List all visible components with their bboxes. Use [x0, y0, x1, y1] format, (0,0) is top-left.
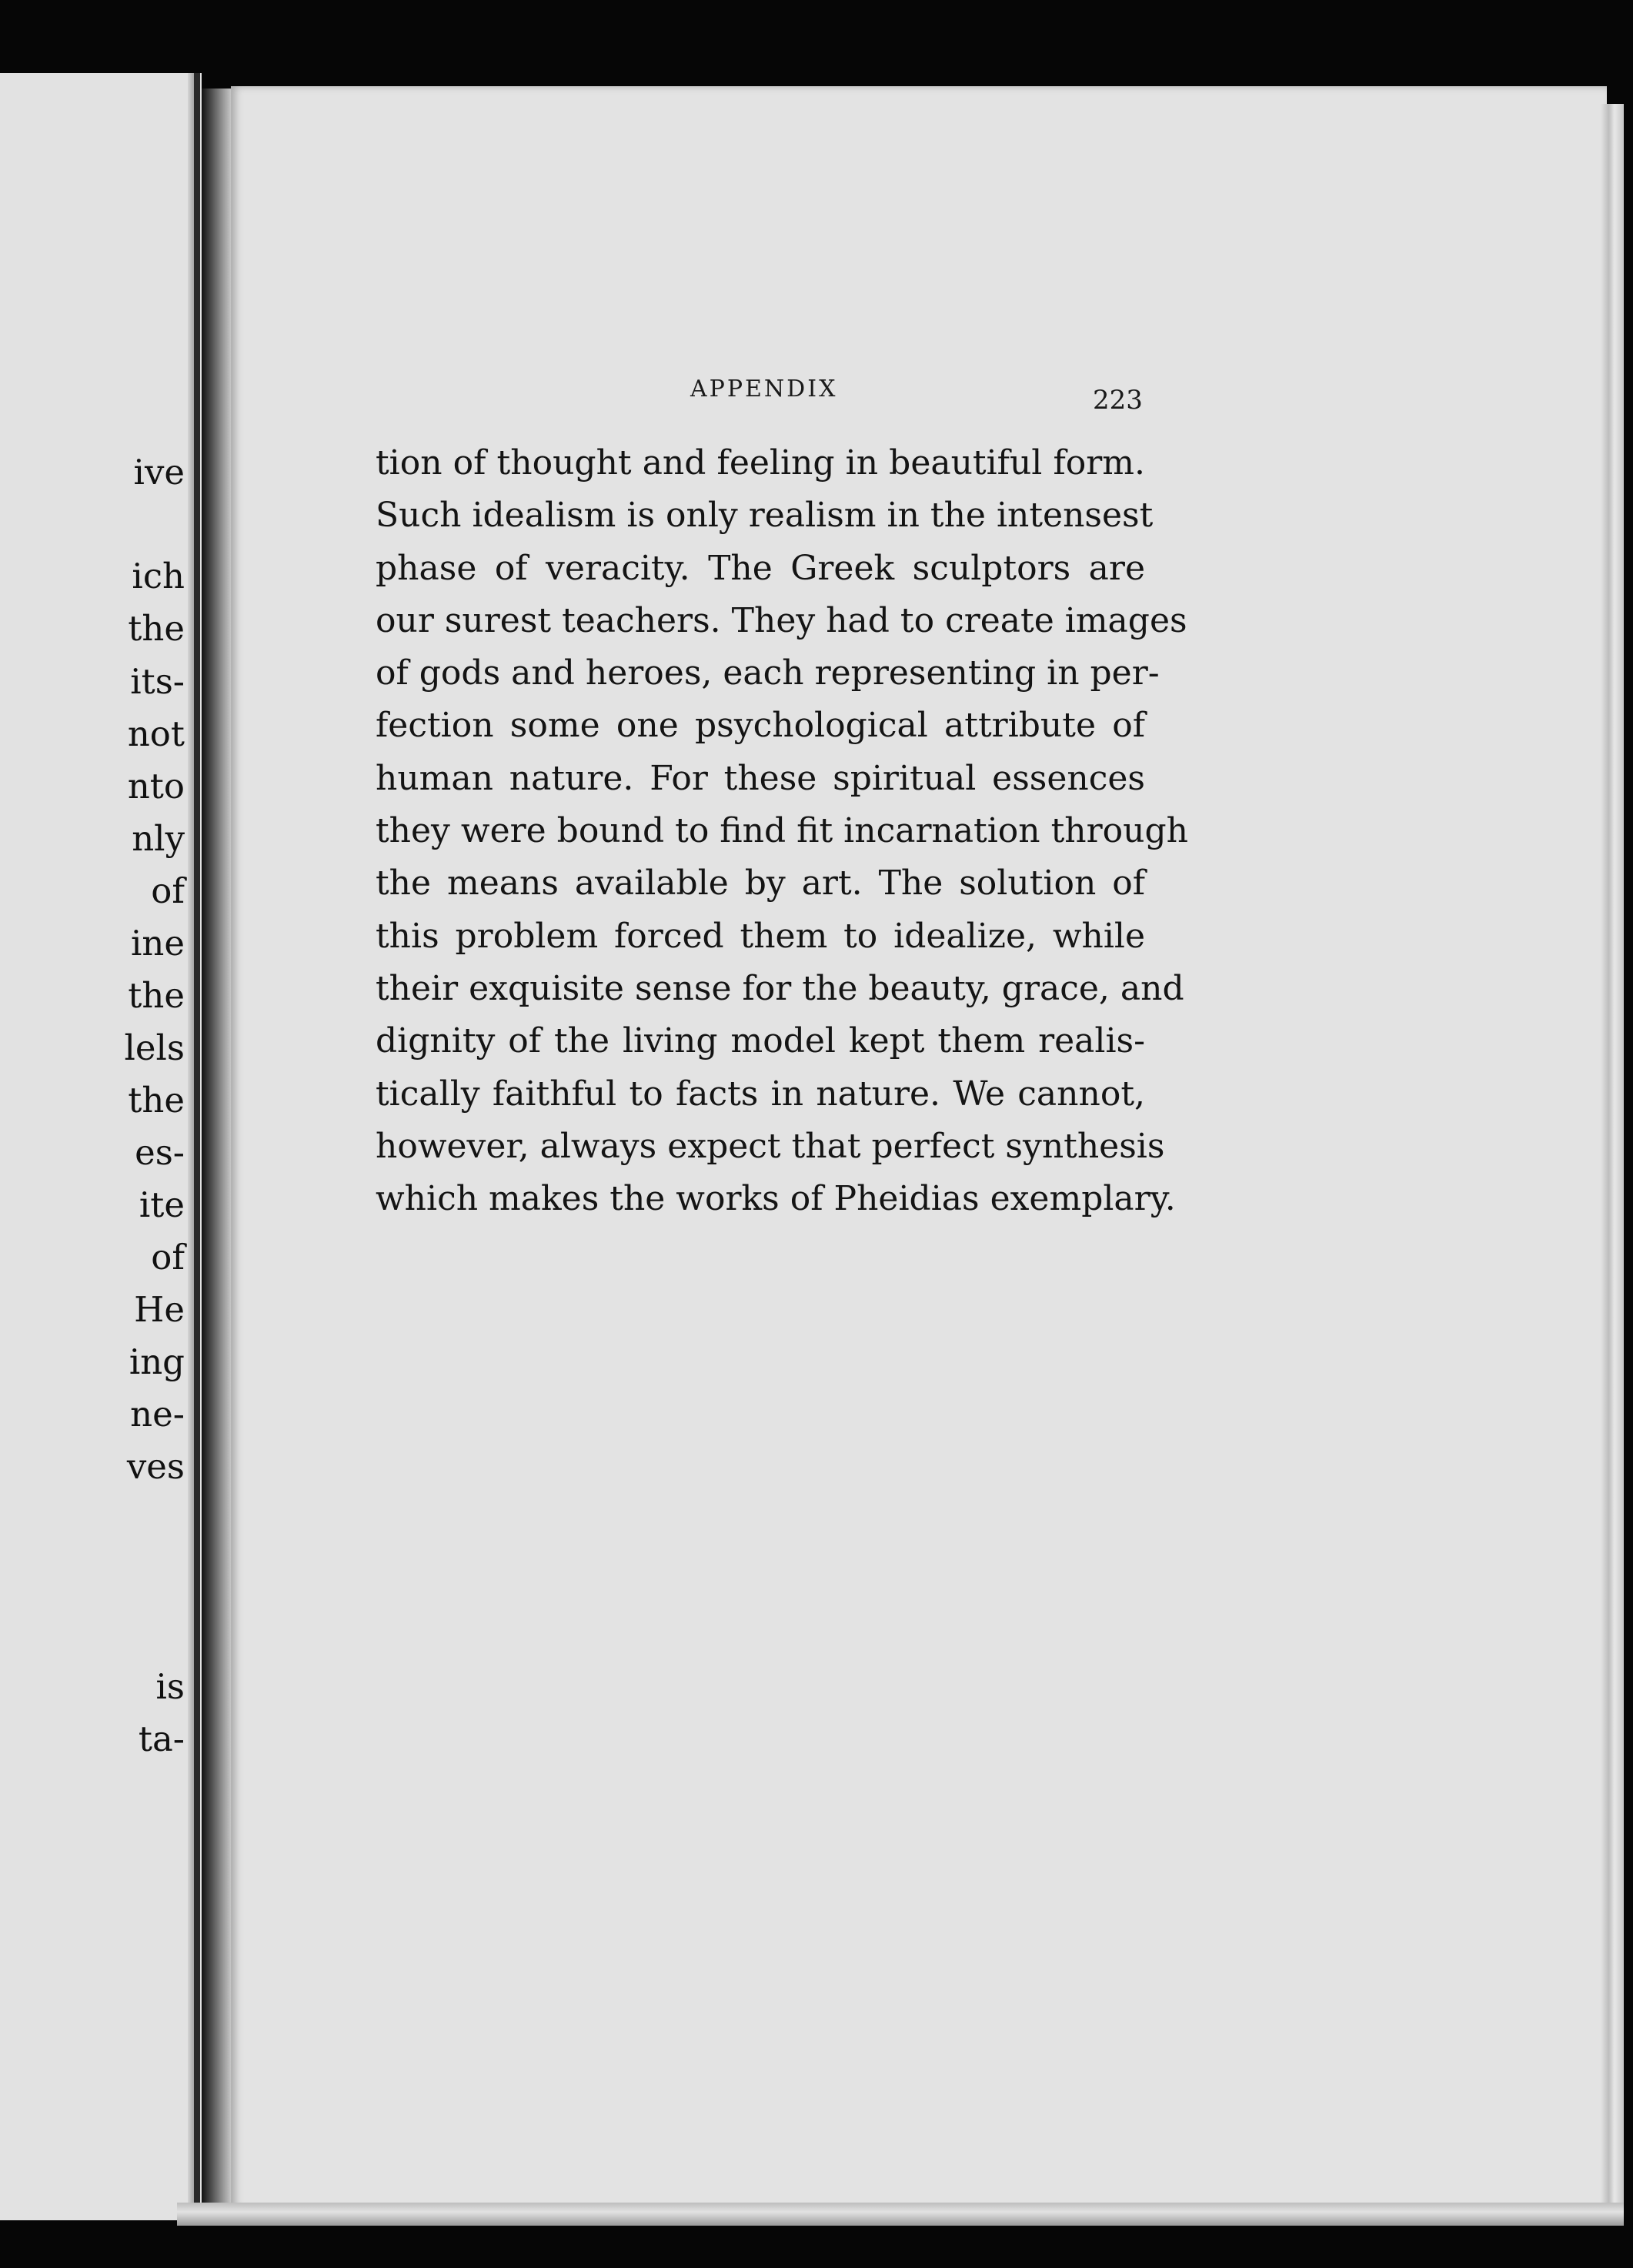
previous-page-line-fragment: the [128, 608, 185, 649]
previous-page-line-fragment: the [128, 975, 185, 1016]
text-line: tically faithful to facts in nature. We cannot, [376, 1074, 1145, 1114]
text-line: this problem forced them to idealize, while [376, 916, 1145, 956]
previous-page-line-fragment: ing [129, 1341, 185, 1382]
previous-page-line-fragment: ne- [130, 1394, 185, 1435]
previous-page-line-fragment: ite [139, 1184, 185, 1225]
book-gutter [202, 89, 232, 2213]
previous-page-line-fragment: ta- [138, 1719, 185, 1759]
previous-page-line-fragment: is [155, 1666, 185, 1707]
previous-page-line-fragment: He [134, 1289, 185, 1330]
previous-page-binding-shadow [194, 73, 200, 2220]
text-line: however, always expect that perfect synthesis [376, 1126, 1165, 1166]
previous-page [0, 73, 202, 2220]
previous-page-line-fragment: nly [132, 818, 185, 859]
text-line: tion of thought and feeling in beautiful form. [376, 443, 1145, 483]
text-line: human nature. For these spiritual essences [376, 758, 1145, 798]
previous-page-line-fragment: ves [126, 1446, 185, 1487]
text-line: dignity of the living model kept them realis- [376, 1021, 1145, 1061]
previous-page-line-fragment: not [127, 713, 185, 754]
text-line: the means available by art. The solution of [376, 863, 1145, 904]
previous-page-line-fragment: ich [132, 556, 185, 596]
previous-page-line-fragment: nto [127, 766, 185, 807]
running-head: APPENDIX [690, 376, 838, 402]
previous-page-line-fragment: of [151, 870, 185, 911]
text-line: their exquisite sense for the beauty, grace, and [376, 968, 1184, 1008]
text-line: Such idealism is only realism in the intensest [376, 496, 1154, 536]
previous-page-line-fragment: es- [135, 1132, 185, 1173]
previous-page-line-fragment: of [151, 1237, 185, 1278]
page-number: 223 [1093, 385, 1143, 416]
previous-page-line-fragment: its- [130, 661, 185, 702]
page-bottom-edge [177, 2203, 1624, 2226]
page-fore-edge [1601, 104, 1624, 2213]
text-line: our surest teachers. They had to create images [376, 600, 1187, 640]
text-line: phase of veracity. The Greek sculptors are [376, 548, 1145, 588]
text-line: of gods and heroes, each representing in per- [376, 653, 1160, 693]
previous-page-line-fragment: ive [133, 452, 185, 493]
previous-page-line-fragment: the [128, 1080, 185, 1121]
text-line: fection some one psychological attribute of [376, 706, 1145, 746]
previous-page-line-fragment: lels [124, 1027, 185, 1068]
text-line: they were bound to find fit incarnation through [376, 811, 1188, 851]
previous-page-line-fragment: ine [130, 923, 185, 964]
text-line: which makes the works of Pheidias exemplary. [376, 1179, 1176, 1219]
body-text [376, 437, 1188, 1225]
